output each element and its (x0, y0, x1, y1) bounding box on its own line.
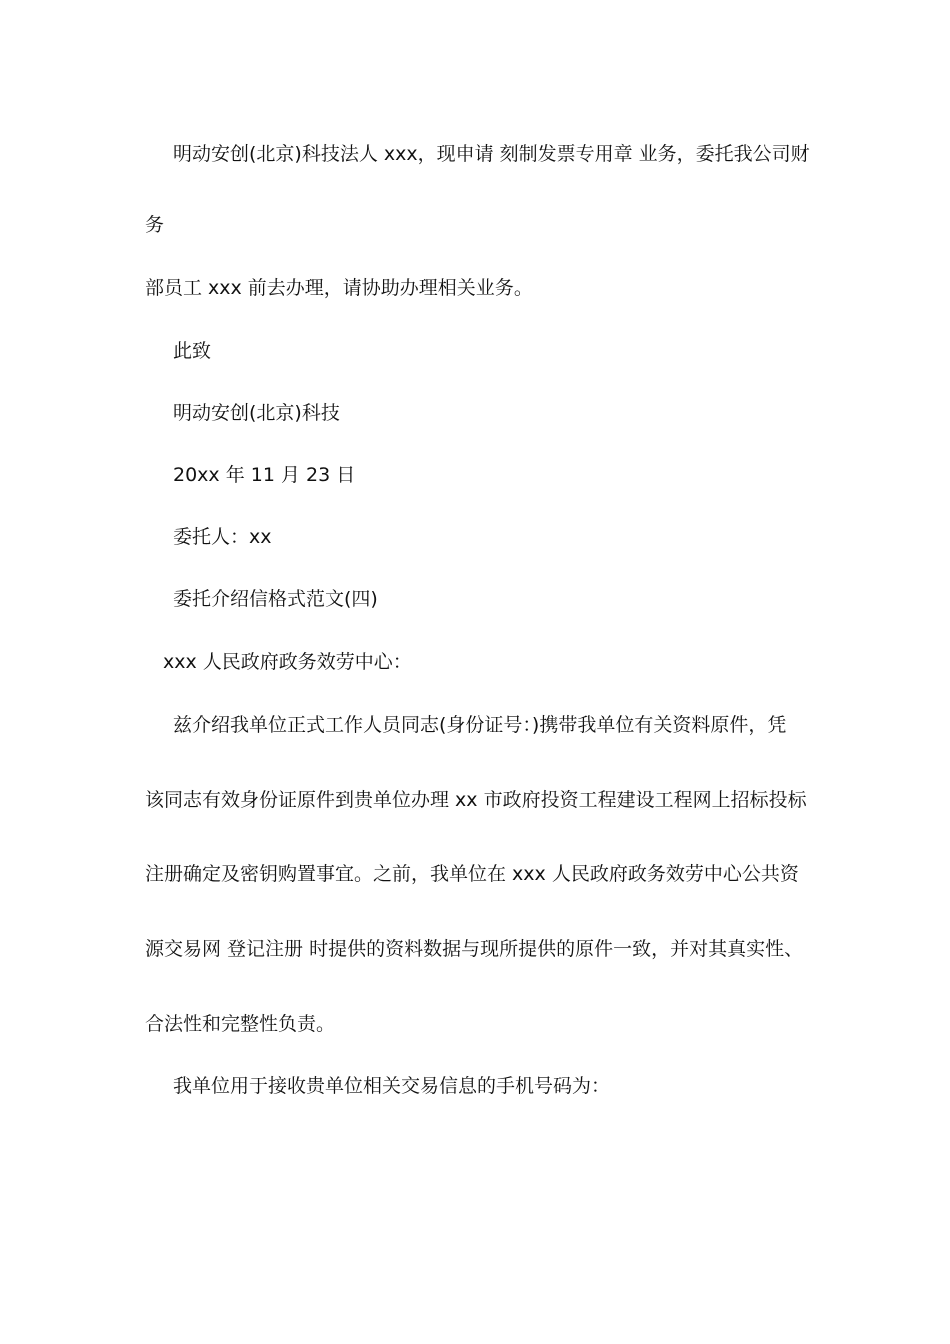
paragraph-line: 兹介绍我单位正式工作人员同志(身份证号：)携带我单位有关资料原件，凭 (173, 714, 787, 736)
paragraph-line: 源交易网 登记注册 时提供的资料数据与现所提供的原件一致，并对其真实性、 (145, 938, 804, 960)
section-heading: 委托介绍信格式范文(四) (173, 588, 378, 610)
company-name: 明动安创(北京)科技 (173, 402, 340, 424)
paragraph-line: 部员工 xxx 前去办理，请协助办理相关业务。 (145, 277, 533, 299)
paragraph-line: 我单位用于接收贵单位相关交易信息的手机号码为： (173, 1075, 611, 1097)
paragraph-line: 注册确定及密钥购置事宜。之前，我单位在 xxx 人民政府政务效劳中心公共资 (145, 863, 799, 885)
date-line: 20xx 年 11 月 23 日 (173, 464, 356, 486)
paragraph-line: 该同志有效身份证原件到贵单位办理 xx 市政府投资工程建设工程网上招标投标 (145, 789, 807, 811)
paragraph-line: 合法性和完整性负责。 (145, 1013, 336, 1035)
paragraph-line: 明动安创(北京)科技法人 xxx，现申请 刻制发票专用章 业务，委托我公司财 (173, 143, 810, 165)
closing-salutation: 此致 (173, 340, 212, 362)
addressee-line: xxx 人民政府政务效劳中心： (163, 651, 412, 673)
paragraph-line: 务 (145, 214, 165, 236)
principal-line: 委托人：xx (173, 526, 272, 548)
